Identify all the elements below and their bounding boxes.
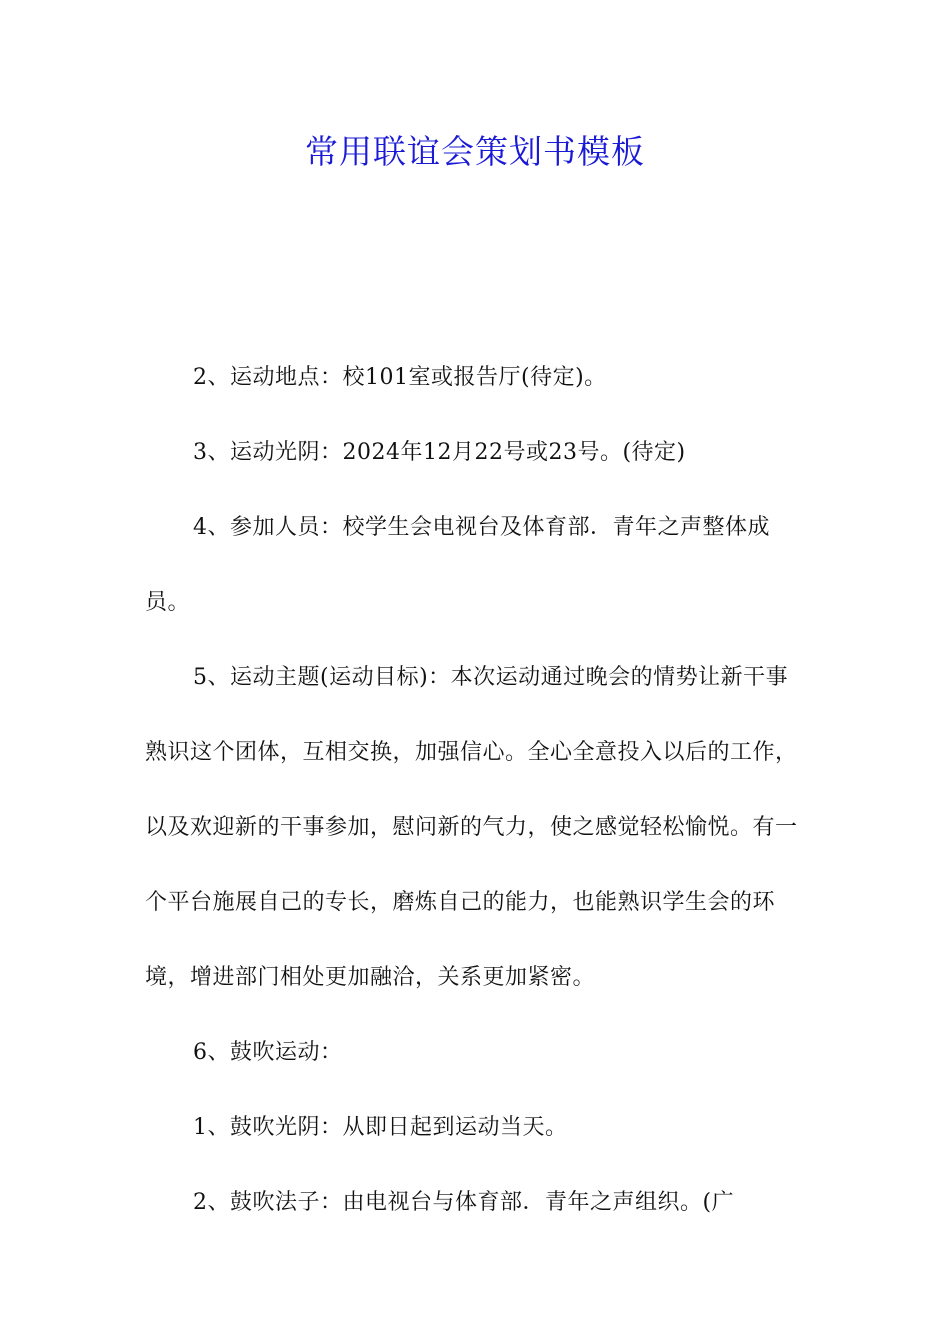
paragraph-publicity-time: 1、鼓吹光阴：从即日起到运动当天。 [193, 1115, 568, 1140]
document-body [145, 340, 810, 1240]
paragraph-theme: 5、运动主题(运动目标)：本次运动通过晚会的情势让新干事熟识这个团体，互相交换，加强信心。全心全意投入以后的工作，以及欢迎新的干事参加，慰问新的气力，使之感觉轻松愉悦。有一个平台施展自己的专长，磨炼自己的能力，也能熟识学生会的环境，增进部门相处更加融洽，关系更加紧密。 [145, 665, 798, 990]
document-title: 常用联谊会策划书模板 [305, 132, 645, 171]
paragraph-participants: 4、参加人员：校学生会电视台及体育部．青年之声整体成员。 [145, 515, 770, 615]
paragraph-publicity: 6、鼓吹运动： [193, 1040, 343, 1065]
paragraph-publicity-method: 2、鼓吹法子：由电视台与体育部．青年之声组织。(广 [193, 1190, 735, 1215]
paragraph-time: 3、运动光阴：2024年12月22号或23号。(待定) [193, 440, 686, 465]
paragraph-venue: 2、运动地点：校101室或报告厅(待定)。 [193, 365, 607, 390]
